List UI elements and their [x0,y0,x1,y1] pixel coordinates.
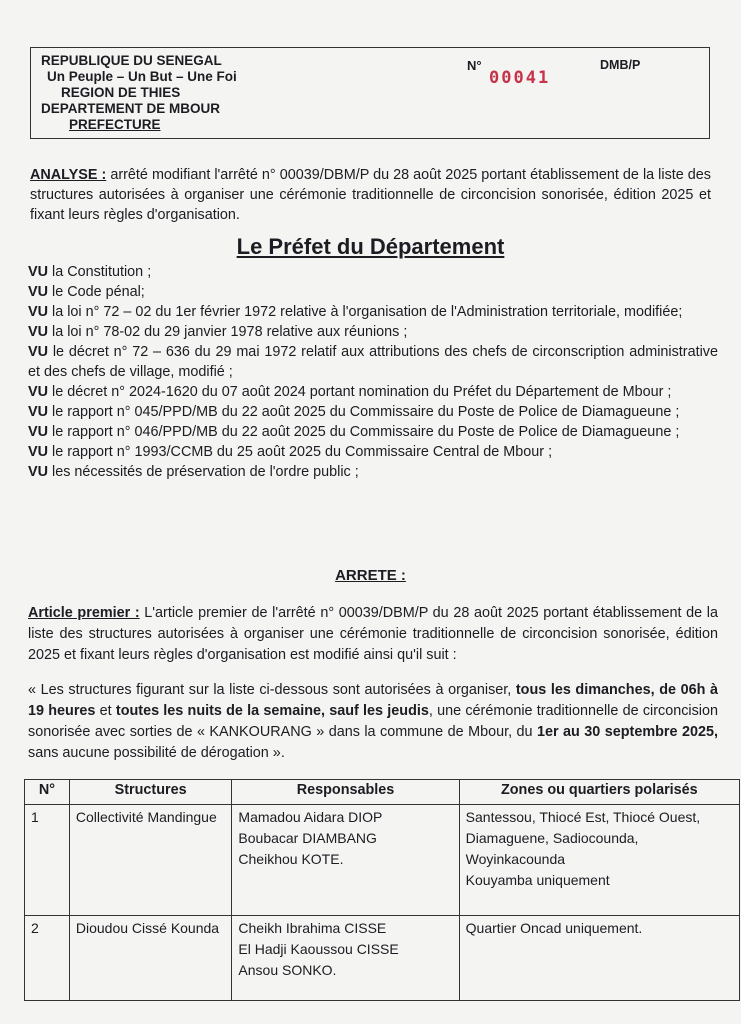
visa-item: VU la loi n° 78-02 du 29 janvier 1978 relative aux réunions ; [28,324,408,340]
analyse-paragraph [30,165,711,225]
header-no: N° [25,780,70,805]
visa-item: VU le rapport n° 1993/CCMB du 25 août 2025 du Commissaire Central de Mbour ; [28,444,553,460]
arrete-heading: ARRETE : [335,567,406,584]
analyse-label: ANALYSE : [30,167,107,183]
document-number: 00041 [489,68,551,88]
department-name: DEPARTEMENT DE MBOUR [41,101,221,116]
cell-no: 2 [25,916,70,1001]
table-row [25,916,740,1001]
table-row [25,805,740,916]
header-responsables: Responsables [232,780,459,805]
national-motto: Un Peuple – Un But – Une Foi [47,69,237,84]
cell-structure: Collectivité Mandingue [69,805,232,916]
cell-no: 1 [25,805,70,916]
visa-item: VU le Code pénal; [28,284,145,300]
document-title: Le Préfet du Département [236,234,505,259]
cell-zones: Santessou, Thiocé Est, Thiocé Ouest, Diamaguene, Sadiocounda, Woyinkacounda Kouyamba uniquement [459,805,739,916]
cell-structure: Dioudou Cissé Kounda [69,916,232,1001]
visa-item: VU le décret n° 2024-1620 du 07 août 2024 portant nomination du Préfet du Département de Mbour ; [28,384,672,400]
cell-zones: Quartier Oncad uniquement. [459,916,739,1001]
structures-table [24,779,740,1001]
visa-item: VU la loi n° 72 – 02 du 1er février 1972 relative à l'organisation de l'Administration territoriale, modifiée; [28,304,683,320]
article-premier [28,603,718,666]
article-label: Article premier : [28,605,140,621]
table-header-row [25,780,740,805]
country-name: REPUBLIQUE DU SENEGAL [41,53,222,68]
visa-item: VU le rapport n° 046/PPD/MB du 22 août 2025 du Commissaire du Poste de Police de Diamagueune ; [28,424,680,440]
quoted-provision: « Les structures figurant sur la liste ci-dessous sont autorisées à organiser, tous les dimanches, de 06h à 19 heures et toutes les nuits de la semaine, sauf les jeudis, une cérémonie traditionnelle de circoncision sonorisée avec sorties de « KANKOURANG » dans la commune de Mbour, du 1er au 30 septembre 2025, sans aucune possibilité de dérogation ». [28,682,719,761]
region-name: REGION DE THIES [61,85,181,100]
header-zones: Zones ou quartiers polarisés [459,780,739,805]
analyse-text: arrêté modifiant l'arrêté n° 00039/DBM/P du 28 août 2025 portant établissement de la liste des structures autorisées à organiser une cérémonie traditionnelle de circoncision sonorisée, édition 2025 et fixant leurs règles d'organisation. [30,167,712,223]
number-label: N° [467,58,482,73]
visa-item: VU le décret n° 72 – 636 du 29 mai 1972 relatif aux attributions des chefs de circonscription administrative et des chefs de village, modifié ; [28,344,718,380]
visas-list [28,262,718,482]
letterhead-box [30,47,710,139]
cell-responsables: Cheikh Ibrahima CISSE El Hadji Kaoussou CISSE Ansou SONKO. [232,916,459,1001]
header-structures: Structures [69,780,232,805]
article-text: L'article premier de l'arrêté n° 00039/DBM/P du 28 août 2025 portant établissement de la liste des structures autorisées à organiser une cérémonie traditionnelle de circoncision sonorisée, édition 2025 et fixant leurs règles d'organisation est modifié ainsi qu'il suit : [28,605,718,663]
cell-responsables: Mamadou Aidara DIOP Boubacar DIAMBANG Cheikhou KOTE. [232,805,459,916]
office-name: PREFECTURE [69,117,161,132]
visa-item: VU le rapport n° 045/PPD/MB du 22 août 2025 du Commissaire du Poste de Police de Diamagueune ; [28,404,680,420]
number-suffix: DMB/P [600,58,641,72]
visa-item: VU la Constitution ; [28,264,152,280]
visa-item: VU les nécessités de préservation de l'ordre public ; [28,464,359,480]
